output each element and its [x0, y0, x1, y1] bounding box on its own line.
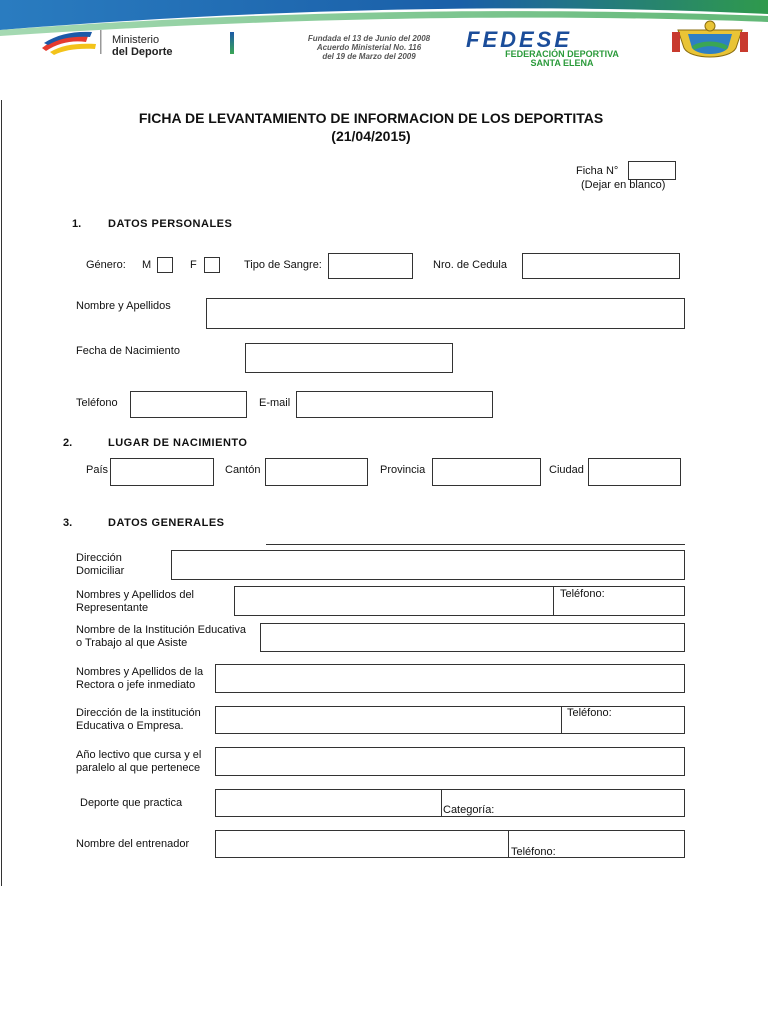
canton-field[interactable] [265, 458, 368, 486]
ficha-number-field[interactable] [628, 161, 676, 180]
genero-label: Género: [86, 259, 126, 271]
dir-institucion-field[interactable] [215, 706, 685, 734]
representante-line2: Representante [76, 602, 149, 614]
fecha-nacimiento-field[interactable] [245, 343, 453, 373]
dir-institucion-telefono-label: Teléfono: [567, 707, 612, 719]
section2-number: 2. [63, 437, 73, 449]
institucion-field[interactable] [260, 623, 685, 652]
sangre-field[interactable] [328, 253, 413, 279]
section1-title: DATOS PERSONALES [108, 218, 233, 230]
founding-line2: Acuerdo Ministerial No. 116 [316, 43, 422, 52]
institucion-label [76, 624, 246, 650]
fecha-nacimiento-label: Fecha de Nacimiento [76, 345, 180, 357]
document-date: (21/04/2015) [331, 128, 411, 144]
direccion-line1: Dirección [76, 552, 122, 564]
section2-title: LUGAR DE NACIMIENTO [108, 437, 248, 449]
pais-label: País [86, 464, 109, 476]
deporte-label: Deporte que practica [80, 797, 183, 809]
entrenador-label: Nombre del entrenador [76, 838, 190, 850]
ministerio-line2: del Deporte [112, 46, 173, 58]
email-label: E-mail [259, 397, 291, 409]
representante-telefono-label: Teléfono: [560, 588, 605, 600]
direccion-line2: Domiciliar [76, 565, 125, 577]
founding-line3: del 19 de Marzo del 2009 [322, 52, 416, 61]
rectora-field[interactable] [215, 664, 685, 693]
dir-institucion-label [76, 707, 201, 733]
representante-field[interactable] [234, 586, 685, 616]
sangre-label: Tipo de Sangre: [244, 259, 322, 271]
ciudad-field[interactable] [588, 458, 681, 486]
crest-icon [670, 18, 750, 66]
genero-m-checkbox[interactable] [157, 257, 173, 273]
anio-lectivo-field[interactable] [215, 747, 685, 776]
telefono-field[interactable] [130, 391, 247, 418]
representante-label [76, 589, 194, 615]
institucion-line2: o Trabajo al que Asiste [76, 637, 188, 649]
telefono-label: Teléfono [76, 397, 118, 409]
categoria-label: Categoría: [443, 804, 495, 816]
anio-lectivo-line1: Año lectivo que cursa y el [76, 749, 202, 761]
representante-divider [553, 586, 554, 616]
canton-label: Cantón [225, 464, 261, 476]
genero-m-label: M [142, 259, 152, 271]
founding-text [278, 34, 460, 61]
fedese-subtitle [464, 50, 660, 68]
rectora-line2: Rectora o jefe inmediato [76, 679, 196, 691]
entrenador-field[interactable] [215, 830, 685, 858]
genero-f-checkbox[interactable] [204, 257, 220, 273]
institucion-line1: Nombre de la Institución Educativa [76, 624, 246, 636]
ministerio-name [112, 34, 173, 58]
anio-lectivo-line2: paralelo al que pertenece [76, 762, 201, 774]
section3-number: 3. [63, 517, 73, 529]
header-divider [230, 32, 234, 54]
fedese-logo: FEDESE [466, 27, 573, 52]
cedula-field[interactable] [522, 253, 680, 279]
header-banner [0, 0, 768, 72]
entrenador-telefono-label: Teléfono: [511, 846, 556, 858]
rectora-label [76, 666, 203, 692]
dir-institucion-divider [561, 706, 562, 734]
direccion-field[interactable] [171, 550, 685, 580]
cedula-label: Nro. de Cedula [433, 259, 507, 271]
direccion-label [76, 552, 124, 578]
ministerio-logo-icon [40, 28, 106, 56]
anio-lectivo-label [76, 749, 201, 775]
pais-field[interactable] [110, 458, 214, 486]
section3-title: DATOS GENERALES [108, 517, 225, 529]
ciudad-label: Ciudad [549, 464, 584, 476]
representante-line1: Nombres y Apellidos del [76, 589, 195, 601]
provincia-label: Provincia [380, 464, 426, 476]
rectora-line1: Nombres y Apellidos de la [76, 666, 204, 678]
fedese-sub2: SANTA ELENA [530, 58, 594, 68]
ficha-note: (Dejar en blanco) [581, 179, 666, 191]
entrenador-divider [508, 830, 509, 858]
ficha-label: Ficha N° [576, 165, 619, 177]
genero-f-label: F [190, 259, 197, 271]
nombre-label: Nombre y Apellidos [76, 300, 171, 312]
section3-rule [266, 544, 685, 545]
ministerio-line1: Ministerio [112, 34, 160, 46]
fedese-sub1: FEDERACIÓN DEPORTIVA [505, 49, 619, 59]
dir-institucion-line2: Educativa o Empresa. [76, 720, 184, 732]
nombre-field[interactable] [206, 298, 685, 329]
dir-institucion-line1: Dirección de la institución [76, 707, 201, 719]
document-title: FICHA DE LEVANTAMIENTO DE INFORMACION DE LOS DEPORTITAS [138, 110, 604, 126]
deporte-divider [441, 789, 442, 817]
left-margin-line [1, 100, 2, 886]
email-field[interactable] [296, 391, 493, 418]
section1-number: 1. [72, 218, 82, 230]
founding-line1: Fundada el 13 de Junio del 2008 [307, 34, 431, 43]
provincia-field[interactable] [432, 458, 541, 486]
